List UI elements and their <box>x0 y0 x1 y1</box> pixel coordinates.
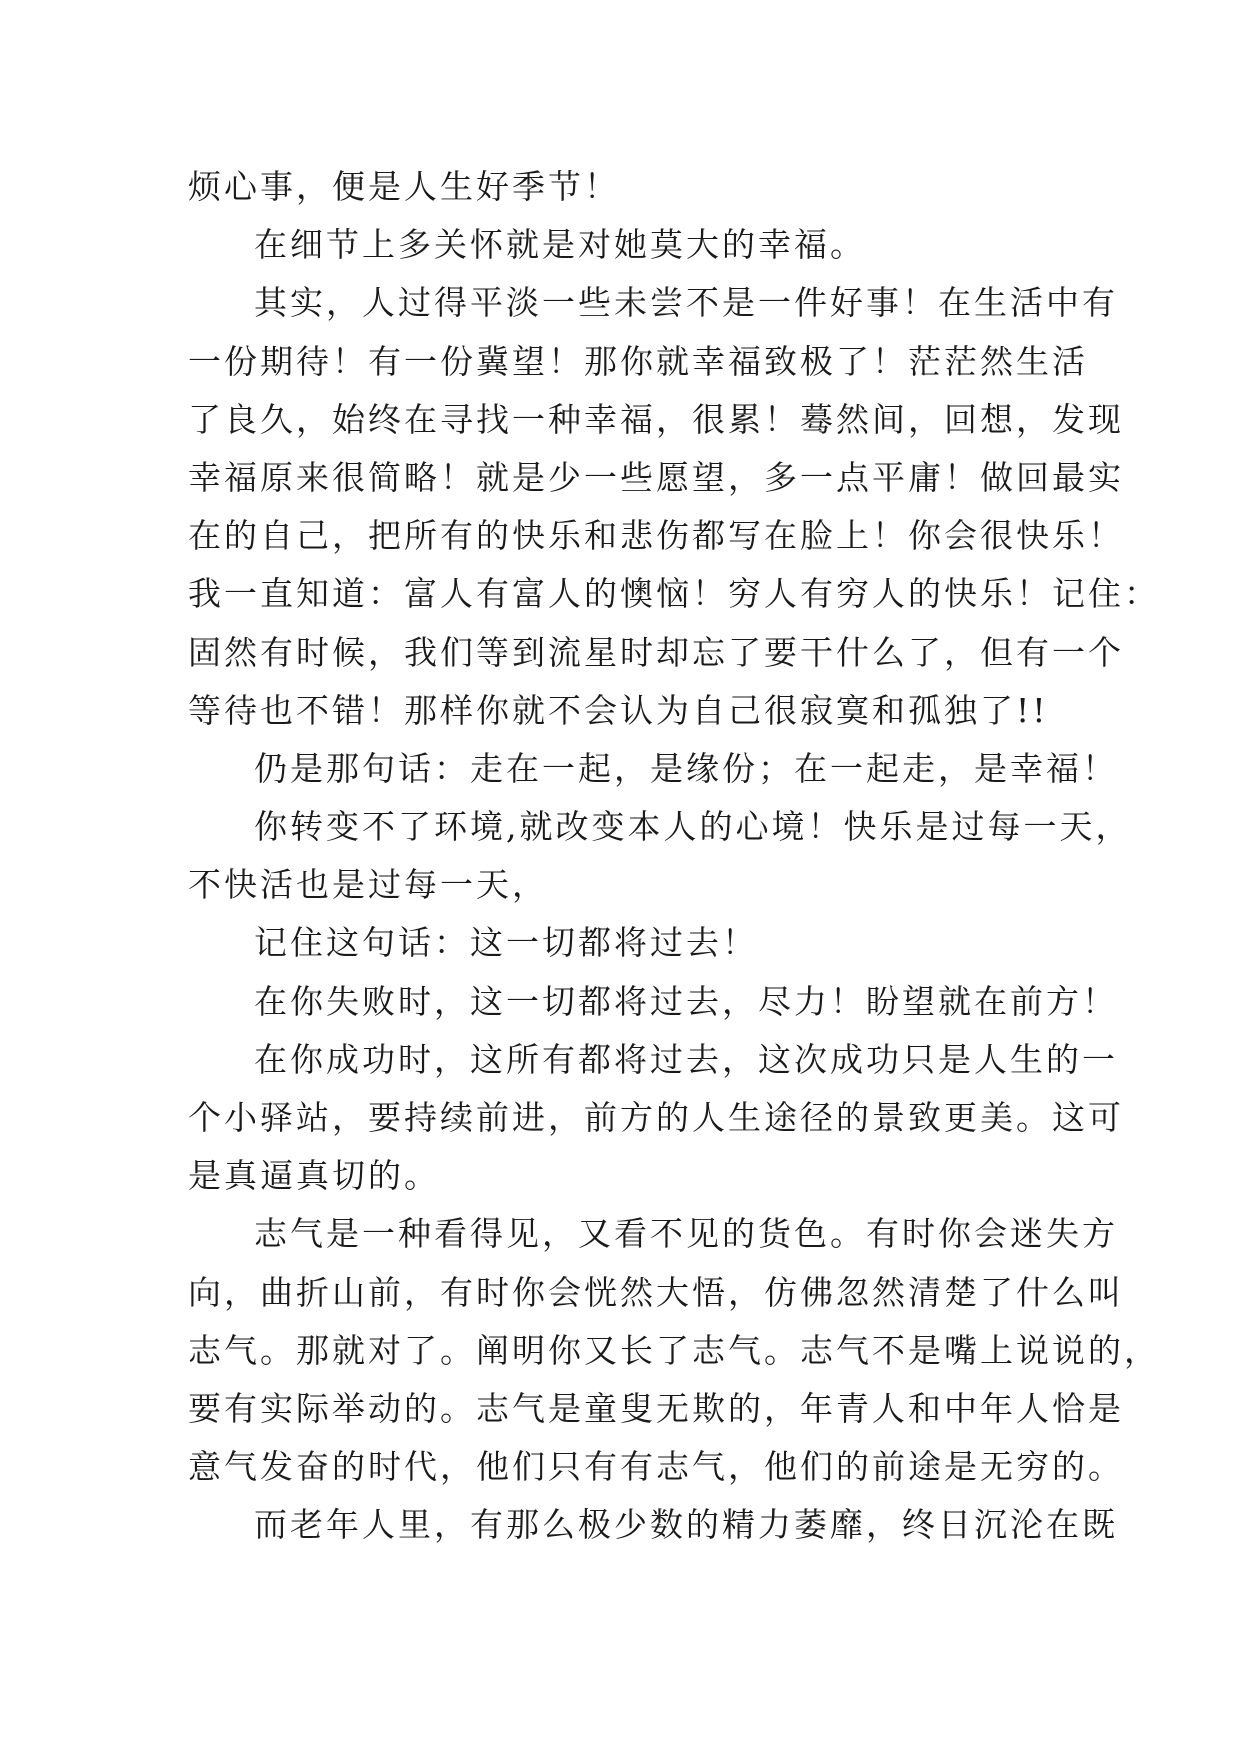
text-line: 一份期待！有一份冀望！那你就幸福致极了！茫茫然生活 <box>188 341 1088 381</box>
text-line: 固然有时候，我们等到流星时却忘了要干什么了，但有一个 <box>188 632 1124 672</box>
text-line: 在的自己，把所有的快乐和悲伤都写在脸上！你会很快乐！ <box>188 516 1124 556</box>
text-line: 我一直知道：富人有富人的懊恼！穷人有穷人的快乐！记住： <box>188 574 1160 614</box>
text-line: 个小驿站，要持续前进，前方的人生途径的景致更美。这可 <box>188 1098 1124 1137</box>
text-line: 志气。那就对了。阐明你又长了志气。志气不是嘴上说说的， <box>188 1330 1160 1370</box>
text-line: 在你失败时，这一切都将过去，尽力！盼望就在前方！ <box>254 981 1118 1021</box>
text-line: 了良久，始终在寻找一种幸福，很累！蓦然间，回想，发现 <box>188 399 1124 439</box>
text-line: 你转变不了环境,就改变本人的心境！快乐是过每一天， <box>254 807 1132 847</box>
text-line: 在细节上多关怀就是对她莫大的幸福。 <box>254 225 866 265</box>
text-line: 记住这句话：这一切都将过去！ <box>254 923 758 963</box>
text-line: 烦心事，便是人生好季节！ <box>188 167 620 206</box>
text-line: 志气是一种看得见，又看不见的货色。有时你会迷失方 <box>254 1214 1118 1254</box>
text-line: 而老年人里，有那么极少数的精力萎靡，终日沉沦在既 <box>254 1505 1118 1545</box>
text-line: 不快活也是过每一天， <box>188 865 548 905</box>
text-line: 要有实际举动的。志气是童叟无欺的，年青人和中年人恰是 <box>188 1388 1124 1428</box>
body-text <box>188 158 1160 1555</box>
text-line: 幸福原来很简略！就是少一些愿望，多一点平庸！做回最实 <box>188 457 1124 497</box>
text-line: 意气发奋的时代，他们只有有志气，他们的前途是无穷的。 <box>188 1447 1124 1487</box>
text-line: 等待也不错！那样你就不会认为自己很寂寞和孤独了!! <box>188 690 1049 730</box>
text-line: 是真逼真切的。 <box>188 1156 440 1196</box>
text-line: 其实，人过得平淡一些未尝不是一件好事！在生活中有 <box>254 283 1118 323</box>
text-line: 向，曲折山前，有时你会恍然大悟，仿佛忽然清楚了什么叫 <box>188 1272 1124 1312</box>
text-line: 仍是那句话：走在一起，是缘份；在一起走，是幸福！ <box>254 748 1118 788</box>
text-line: 在你成功时，这所有都将过去，这次成功只是人生的一 <box>254 1039 1118 1079</box>
